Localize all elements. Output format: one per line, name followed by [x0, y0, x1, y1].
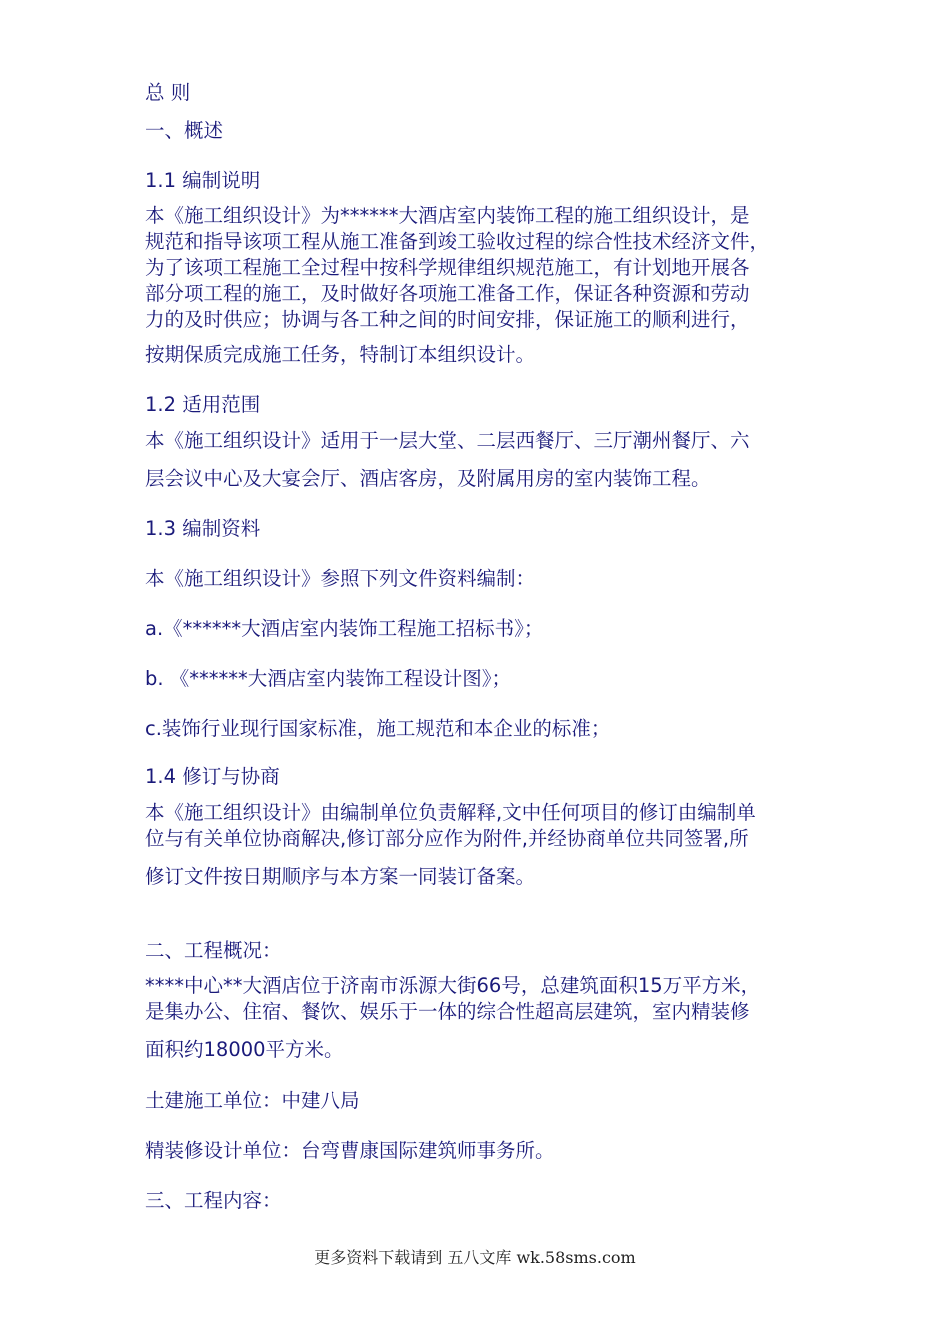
subsection-1-2-line-2: 层会议中心及大宴会厅、酒店客房，及附属用房的室内装饰工程。	[145, 467, 711, 490]
section-3-title: 三、工程内容：	[145, 1189, 282, 1212]
subsection-1-1-title: 1.1 编制说明	[145, 169, 261, 192]
subsection-1-2-title: 1.2 适用范围	[145, 393, 261, 416]
section-2-last-line: 面积约18000平方米。	[145, 1038, 344, 1061]
paragraph-line: ****中心**大酒店位于济南市泺源大街66号，总建筑面积15万平方米，	[145, 974, 761, 997]
section-2-title: 二、工程概况：	[145, 939, 282, 962]
reference-item-c: c.装饰行业现行国家标准，施工规范和本企业的标准；	[145, 717, 611, 740]
paragraph-line: 为了该项工程施工全过程中按科学规律组织规范施工，有计划地开展各	[145, 256, 750, 279]
paragraph-line: 是集办公、住宿、餐饮、娱乐于一体的综合性超高层建筑，室内精装修	[145, 1000, 750, 1023]
paragraph-line: 位与有关单位协商解决,修订部分应作为附件,并经协商单位共同签署,所	[145, 827, 749, 850]
section-2-paragraph	[145, 973, 825, 1025]
paragraph-line: 规范和指导该项工程从施工准备到竣工验收过程的综合性技术经济文件，	[145, 230, 770, 253]
subsection-1-4-title: 1.4 修订与协商	[145, 765, 280, 788]
civil-contractor: 土建施工单位：中建八局	[145, 1089, 360, 1112]
subsection-1-1-paragraph	[145, 203, 825, 333]
subsection-1-4-last-line: 修订文件按日期顺序与本方案一同装订备案。	[145, 865, 536, 888]
subsection-1-2-line-1: 本《施工组织设计》适用于一层大堂、二层西餐厅、三厅潮州餐厅、六	[145, 429, 750, 452]
subsection-1-1-last-line: 按期保质完成施工任务，特制订本组织设计。	[145, 343, 536, 366]
reference-item-b: b. 《******大酒店室内装饰工程设计图》；	[145, 667, 512, 690]
paragraph-line: 本《施工组织设计》由编制单位负责解释,文中任何项目的修订由编制单	[145, 801, 756, 824]
page-footer: 更多资料下载请到 五八文库 wk.58sms.com	[314, 1248, 636, 1267]
subsection-1-3-intro: 本《施工组织设计》参照下列文件资料编制：	[145, 567, 536, 590]
subsection-1-4-paragraph	[145, 800, 825, 852]
paragraph-line: 本《施工组织设计》为******大酒店室内装饰工程的施工组织设计，是	[145, 204, 750, 227]
subsection-1-3-title: 1.3 编制资料	[145, 517, 261, 540]
heading-general: 总 则	[145, 81, 191, 104]
section-1-title: 一、概述	[145, 119, 224, 142]
design-firm: 精装修设计单位：台弯曹康国际建筑师事务所。	[145, 1139, 555, 1162]
reference-item-a: a.《******大酒店室内装饰工程施工招标书》；	[145, 617, 544, 640]
paragraph-line: 部分项工程的施工，及时做好各项施工准备工作，保证各种资源和劳动	[145, 282, 750, 305]
paragraph-line: 力的及时供应；协调与各工种之间的时间安排，保证施工的顺利进行，	[145, 308, 750, 331]
